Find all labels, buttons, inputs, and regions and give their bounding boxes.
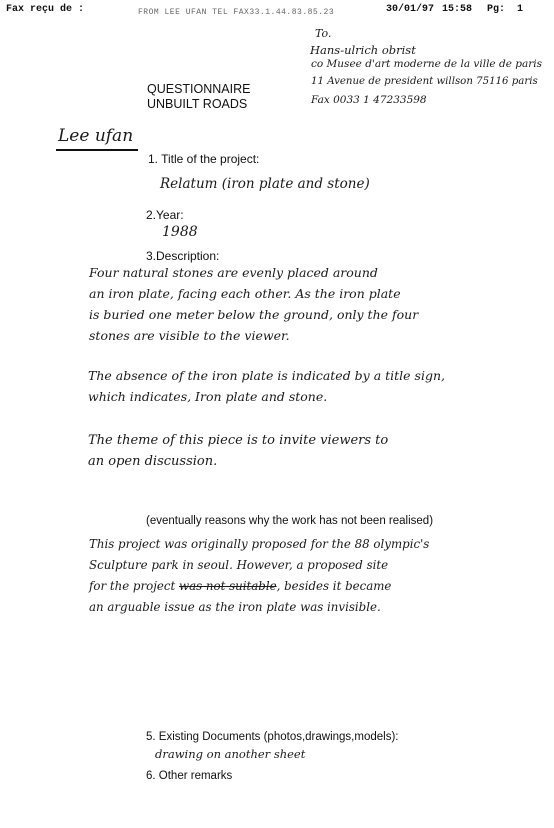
q4-line3-post: , besides it became	[276, 579, 392, 593]
fax-page-number: 1	[517, 4, 524, 15]
q2-label: 2.Year:	[146, 208, 184, 222]
fax-transmission-line: FROM LEE UFAN TEL FAX33.1.44.83.85.23	[138, 8, 335, 17]
q4-answer-line	[89, 576, 429, 597]
q4-label: (eventually reasons why the work has not been realised)	[146, 515, 434, 527]
q1-label: 1. Title of the project:	[148, 152, 260, 166]
q3-para2-line: The absence of the iron plate is indicated by a title sign,	[88, 368, 445, 383]
q4-answer	[89, 534, 429, 618]
fax-received-label: Fax reçu de :	[6, 4, 85, 15]
fax-page-label: Pg:	[487, 4, 506, 15]
q3-para1-line: Four natural stones are evenly placed around	[89, 265, 378, 280]
recipient-organisation: co Musee d'art moderne de la ville de paris	[311, 58, 543, 70]
q6-label: 6. Other remarks	[146, 770, 233, 782]
q4-answer-line: This project was originally proposed for the 88 olympic's	[89, 537, 430, 551]
q4-answer-line: Sculpture park in seoul. However, a proposed site	[89, 558, 389, 572]
q3-para3-line: an open discussion.	[88, 454, 218, 469]
q3-label: 3.Description:	[146, 249, 220, 263]
recipient-fax: Fax 0033 1 47233598	[311, 94, 427, 106]
recipient-name: Hans-ulrich obrist	[310, 43, 416, 57]
q2-answer: 1988	[162, 224, 198, 240]
q4-answer-line: an arguable issue as the iron plate was invisible.	[89, 600, 381, 614]
recipient-to-label: To.	[315, 27, 332, 40]
q5-label: 5. Existing Documents (photos,drawings,models):	[146, 731, 399, 743]
q3-para3-line: The theme of this piece is to invite viewers to	[88, 433, 389, 448]
q3-para1-line: is buried one meter below the ground, only the four	[89, 307, 419, 322]
fax-time: 15:58	[442, 4, 473, 15]
q5-answer: drawing on another sheet	[155, 747, 306, 761]
document-title-line1: QUESTIONNAIRE	[147, 82, 251, 96]
q3-para1-line: stones are visible to the viewer.	[89, 328, 290, 343]
q3-para2	[88, 365, 445, 407]
q3-para3	[88, 430, 388, 472]
fax-date: 30/01/97	[386, 4, 435, 15]
artist-name: Lee ufan	[58, 126, 134, 146]
q4-line3-pre: for the project	[89, 579, 179, 593]
document-title-line2: UNBUILT ROADS	[147, 97, 248, 111]
recipient-address: 11 Avenue de president willson 75116 paris	[311, 76, 538, 87]
q3-para1-line: an iron plate, facing each other. As the iron plate	[89, 286, 401, 301]
q3-para2-line: which indicates, Iron plate and stone.	[88, 389, 328, 404]
q4-line3-struck-text: was not suitable	[178, 579, 277, 593]
q1-answer: Relatum (iron plate and stone)	[160, 176, 370, 192]
artist-name-underline	[56, 149, 138, 151]
q3-para1	[89, 262, 418, 346]
